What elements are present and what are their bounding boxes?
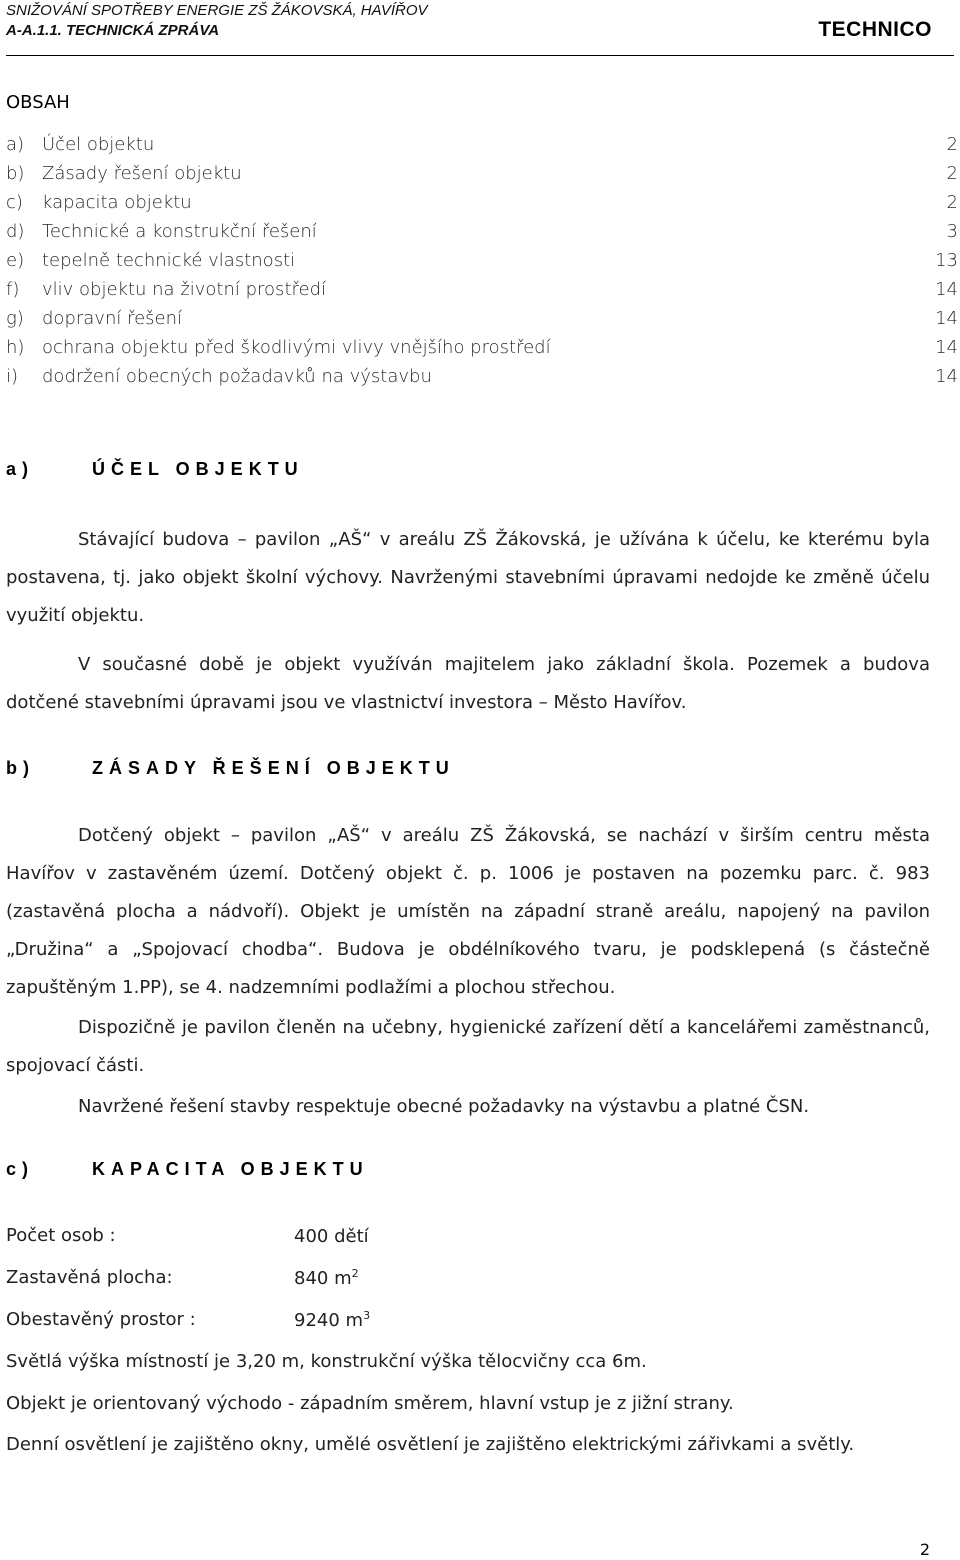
toc-item-text: vliv objektu na životní prostředí — [42, 279, 327, 300]
section-b-paragraph-3: Navržené řešení stavby respektuje obecné požadavky na výstavbu a platné ČSN. — [78, 1096, 810, 1117]
capacity-label: Obestavěný prostor : — [6, 1309, 196, 1330]
section-letter: b) — [6, 758, 35, 778]
toc-item-text: dopravní řešení — [42, 308, 183, 329]
header-project-title: SNIŽOVÁNÍ SPOTŘEBY ENERGIE ZŠ ŽÁKOVSKÁ, HAVÍŘOV — [6, 2, 428, 19]
toc-item-label: i) — [6, 366, 19, 387]
toc-item — [6, 337, 958, 361]
toc-item-text: Zásady řešení objektu — [42, 163, 242, 184]
toc-item-label: g) — [6, 308, 24, 329]
toc-item-label: c) — [6, 192, 23, 213]
section-c-line: Denní osvětlení je zajištěno okny, umělé osvětlení je zajištěno elektrickými zářivkami a světly. — [6, 1434, 855, 1455]
section-title: ÚČEL OBJEKTU — [92, 459, 304, 479]
toc-item-text: Technické a konstrukční řešení — [42, 221, 317, 242]
section-title: ZÁSADY ŘEŠENÍ OBJEKTU — [92, 758, 455, 778]
toc-item — [6, 308, 958, 332]
toc-item-page: 14 — [935, 337, 958, 358]
toc-item — [6, 134, 958, 158]
section-heading-a — [6, 459, 406, 485]
section-c-line: Objekt je orientovaný východo - západním směrem, hlavní vstup je z jižní strany. — [6, 1393, 734, 1414]
capacity-value: 9240 $m^3$ — [294, 1309, 371, 1331]
toc-item-label: a) — [6, 134, 25, 155]
toc-item-label: e) — [6, 250, 25, 271]
capacity-row — [6, 1267, 606, 1293]
capacity-row — [6, 1225, 606, 1251]
header-document-id: A-A.1.1. TECHNICKÁ ZPRÁVA — [6, 22, 220, 39]
section-letter: c) — [6, 1159, 35, 1179]
section-b-paragraph-1: Dotčený objekt – pavilon „AŠ“ v areálu ZŠ Žákovská, se nachází v širším centru města Havířov v zastavěném území. Dotčený objekt č. p. 1006 je postaven na pozemku parc. č. 983 (zastavěná plocha a nádvoří). Objekt je umístěn na západní straně areálu, napojený na pavilon „Družina“ a „Spojovací chodba“. Budova je obdélníkového tvaru, je podsklepená (s částečně zapuštěným 1.PP), se 4. nadzemními podlažími a plochou střechou. — [6, 825, 930, 998]
section-heading-b — [6, 758, 506, 784]
toc-item-page: 14 — [935, 308, 958, 329]
toc-item — [6, 192, 958, 216]
toc-item — [6, 366, 958, 390]
header-divider — [6, 55, 954, 56]
section-letter: a) — [6, 459, 35, 479]
toc-item-label: b) — [6, 163, 25, 184]
toc-item — [6, 163, 958, 187]
toc-item-page: 2 — [946, 192, 958, 213]
section-heading-c — [6, 1159, 506, 1185]
section-b-paragraph-2: Dispozičně je pavilon členěn na učebny, hygienické zařízení dětí a kancelářemi zaměstnanců, spojovací části. — [6, 1017, 930, 1076]
toc-item — [6, 250, 958, 274]
capacity-label: Počet osob : — [6, 1225, 116, 1246]
capacity-value: 400 dětí — [294, 1226, 369, 1247]
toc-item — [6, 279, 958, 303]
toc-item-text: kapacita objektu — [42, 192, 192, 213]
toc-item-page: 14 — [935, 366, 958, 387]
toc-item-label: f) — [6, 279, 20, 300]
section-a-paragraph-1: Stávající budova – pavilon „AŠ“ v areálu ZŠ Žákovská, je užívána k účelu, ke kterému byla postavena, tj. jako objekt školní výchovy. Navrženými stavebními úpravami nedojde ke změně účelu využití objektu. — [6, 529, 930, 626]
page-number: 2 — [919, 1540, 930, 1559]
toc-item-text: dodržení obecných požadavků na výstavbu — [42, 366, 432, 387]
toc-title: OBSAH — [6, 92, 70, 113]
toc-item-page: 2 — [946, 163, 958, 184]
toc-item-page: 2 — [946, 134, 958, 155]
section-title: KAPACITA OBJEKTU — [92, 1159, 369, 1179]
toc-item-text: ochrana objektu před škodlivými vlivy vnějšího prostředí — [42, 337, 551, 358]
capacity-row — [6, 1309, 606, 1335]
section-c-line: Světlá výška místností je 3,20 m, konstrukční výška tělocvičny cca 6m. — [6, 1351, 647, 1372]
section-a-paragraph-2: V současné době je objekt využíván majitelem jako základní škola. Pozemek a budova dotčené stavebními úpravami jsou ve vlastnictví investora – Město Havířov. — [6, 654, 930, 713]
toc-item-label: h) — [6, 337, 25, 358]
company-logo: TECHNICO — [818, 18, 932, 41]
toc-item-label: d) — [6, 221, 25, 242]
toc-item-page: 3 — [946, 221, 958, 242]
capacity-label: Zastavěná plocha: — [6, 1267, 173, 1288]
toc-item-text: tepelně technické vlastnosti — [42, 250, 296, 271]
capacity-value: 840 $m^2$ — [294, 1267, 359, 1289]
toc-item-page: 14 — [935, 279, 958, 300]
toc-item-page: 13 — [935, 250, 958, 271]
toc-item — [6, 221, 958, 245]
toc-item-text: Účel objektu — [42, 134, 155, 155]
